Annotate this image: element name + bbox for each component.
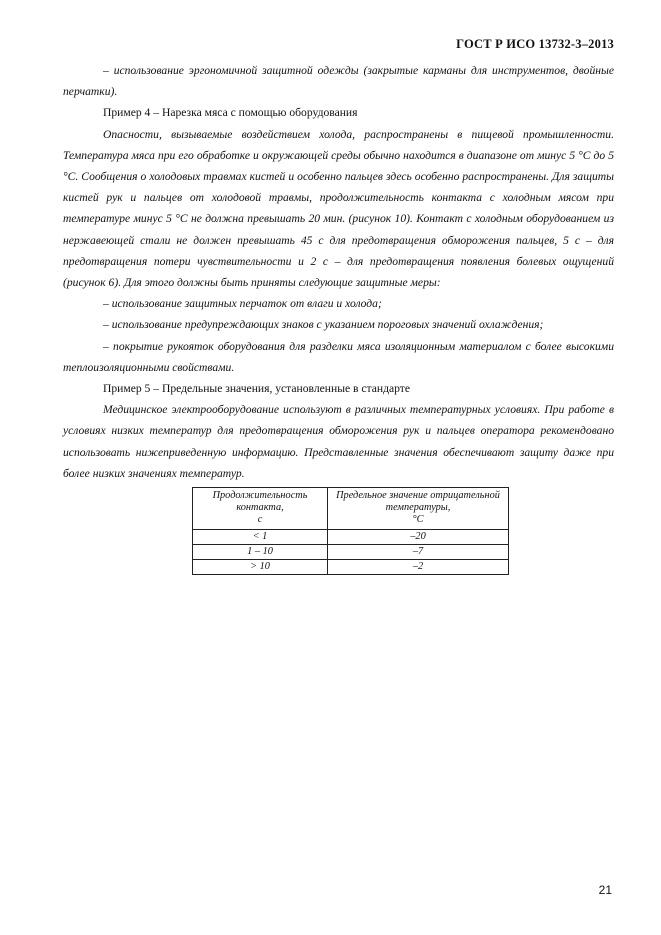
example-5-heading: Пример 5 – Предельные значения, установленные в стандарте (103, 382, 411, 396)
table-row (193, 545, 509, 560)
limit-column-header (328, 488, 509, 530)
handle-coating-item: – покрытие рукояток оборудования для разделки мяса изоляционным материалом с более высокими теплоизоляционными свойствами. (63, 339, 614, 374)
document-standard-header: ГОСТ Р ИСО 13732-3–2013 (456, 37, 614, 51)
limit-header-label: Предельное значение отрицательной температуры, (336, 490, 500, 514)
limit-cell: –2 (328, 560, 509, 575)
document-body (63, 60, 614, 575)
table-header-row (193, 488, 509, 530)
duration-cell: > 10 (193, 560, 328, 575)
duration-header-unit: с (257, 514, 263, 526)
gloves-item: – использование защитных перчаток от влаги и холода; (103, 297, 382, 311)
duration-column-header (193, 488, 328, 530)
example-4-heading: Пример 4 – Нарезка мяса с помощью оборудования (103, 106, 358, 120)
limit-header-unit: °С (412, 514, 424, 526)
limit-cell: –7 (328, 545, 509, 560)
temperature-limits-table (192, 487, 509, 575)
duration-cell: 1 – 10 (193, 545, 328, 560)
limit-cell: –20 (328, 530, 509, 545)
duration-cell: < 1 (193, 530, 328, 545)
page-number: 21 (598, 883, 612, 897)
duration-header-label: Продолжительность контакта, (212, 490, 308, 514)
meat-cutting-paragraph: Опасности, вызываемые воздействием холода, распространены в пищевой промышленности. Температура мяса при его обработке и окружающей среды обычно находится в диапазоне от минус 5 °С до 5 °С. Сообщения о холодовых травмах кистей и особенно пальцев здесь особенно распространены. Для защиты кистей рук и пальцев от холодовой травмы, продолжительность контакта с холодным мясом при температуре минус 5 °С не должна превышать 20 мин. (рисунок 10). Контакт с холодным оборудованием из нержавеющей стали не должен превышать 45 с для предотвращения обморожения пальцев, 5 с – для предотвращения потери чувствительности и 2 с – для предотвращения появления болевых ощущений (рисунок 6). Для этого должны быть приняты следующие защитные меры: (63, 127, 614, 290)
protective-clothing-item: – использование эргономичной защитной одежды (закрытые карманы для инструментов, двойные перчатки). (63, 64, 614, 99)
warning-signs-item: – использование предупреждающих знаков с указанием пороговых значений охлаждения; (103, 318, 544, 332)
table-row (193, 530, 509, 545)
medical-equipment-paragraph: Медицинское электрооборудование используют в различных температурных условиях. При работе в условиях низких температур для предотвращения обморожения рук и пальцев оператора рекомендовано использовать нижеприведенную информацию. Представленные значения обеспечивают защиту даже при более низких значениях температур. (63, 403, 614, 480)
table-row (193, 560, 509, 575)
